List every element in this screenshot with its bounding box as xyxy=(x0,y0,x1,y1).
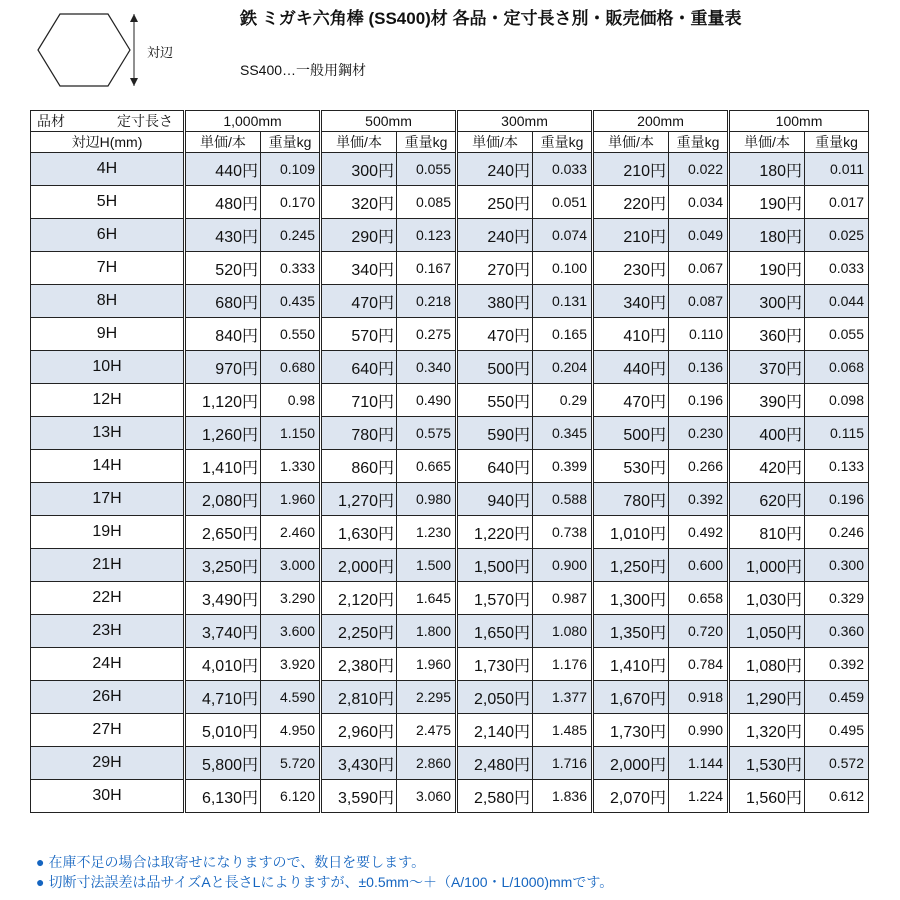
price-cell: 780円 xyxy=(321,417,397,450)
weight-cell: 0.300 xyxy=(805,549,869,582)
page-header xyxy=(0,0,900,108)
price-cell: 1,410円 xyxy=(593,648,669,681)
price-cell: 3,590円 xyxy=(321,780,397,813)
weight-cell: 3.000 xyxy=(261,549,321,582)
price-cell: 3,250円 xyxy=(185,549,261,582)
corner-material: 品材 xyxy=(37,113,65,129)
weight-cell: 0.246 xyxy=(805,516,869,549)
price-cell: 440円 xyxy=(185,153,261,186)
price-column-header: 単価/本 xyxy=(457,132,533,153)
size-cell: 12H xyxy=(31,384,185,417)
price-cell: 1,260円 xyxy=(185,417,261,450)
price-cell: 1,730円 xyxy=(457,648,533,681)
price-cell: 400円 xyxy=(729,417,805,450)
table-row xyxy=(31,384,869,417)
page-title: 鉄 ミガキ六角棒 (SS400)材 各品・定寸長さ別・販売価格・重量表 xyxy=(240,9,742,28)
page-subtitle: SS400…一般用鋼材 xyxy=(240,62,367,78)
note-item xyxy=(36,852,613,872)
weight-cell: 0.196 xyxy=(805,483,869,516)
weight-cell: 0.087 xyxy=(669,285,729,318)
price-cell: 680円 xyxy=(185,285,261,318)
size-cell: 9H xyxy=(31,318,185,351)
price-cell: 320円 xyxy=(321,186,397,219)
table-row xyxy=(31,219,869,252)
weight-cell: 1.377 xyxy=(533,681,593,714)
price-cell: 440円 xyxy=(593,351,669,384)
note-item xyxy=(36,872,613,892)
weight-cell: 0.115 xyxy=(805,417,869,450)
size-cell: 29H xyxy=(31,747,185,780)
price-cell: 290円 xyxy=(321,219,397,252)
weight-cell: 0.196 xyxy=(669,384,729,417)
price-column-header: 単価/本 xyxy=(321,132,397,153)
weight-cell: 0.435 xyxy=(261,285,321,318)
price-cell: 1,670円 xyxy=(593,681,669,714)
weight-cell: 1.645 xyxy=(397,582,457,615)
table-row xyxy=(31,747,869,780)
price-cell: 3,430円 xyxy=(321,747,397,780)
price-cell: 6,130円 xyxy=(185,780,261,813)
weight-cell: 0.495 xyxy=(805,714,869,747)
weight-cell: 0.987 xyxy=(533,582,593,615)
price-cell: 370円 xyxy=(729,351,805,384)
weight-cell: 0.266 xyxy=(669,450,729,483)
price-cell: 1,500円 xyxy=(457,549,533,582)
weight-cell: 0.918 xyxy=(669,681,729,714)
weight-cell: 0.399 xyxy=(533,450,593,483)
size-cell: 19H xyxy=(31,516,185,549)
table-body xyxy=(31,153,869,813)
price-cell: 810円 xyxy=(729,516,805,549)
price-cell: 5,800円 xyxy=(185,747,261,780)
weight-cell: 0.340 xyxy=(397,351,457,384)
price-cell: 640円 xyxy=(457,450,533,483)
price-column-header: 単価/本 xyxy=(729,132,805,153)
weight-cell: 0.131 xyxy=(533,285,593,318)
table-row xyxy=(31,450,869,483)
weight-cell: 1.500 xyxy=(397,549,457,582)
size-cell: 30H xyxy=(31,780,185,813)
weight-cell: 0.600 xyxy=(669,549,729,582)
weight-cell: 0.055 xyxy=(805,318,869,351)
size-cell: 4H xyxy=(31,153,185,186)
weight-cell: 1.080 xyxy=(533,615,593,648)
weight-cell: 0.033 xyxy=(533,153,593,186)
price-cell: 570円 xyxy=(321,318,397,351)
table-header-row-units xyxy=(31,132,869,153)
table-row xyxy=(31,153,869,186)
weight-cell: 0.123 xyxy=(397,219,457,252)
weight-cell: 0.085 xyxy=(397,186,457,219)
length-header: 100mm xyxy=(729,111,869,132)
weight-cell: 0.980 xyxy=(397,483,457,516)
price-cell: 4,010円 xyxy=(185,648,261,681)
price-cell: 2,250円 xyxy=(321,615,397,648)
length-header: 200mm xyxy=(593,111,729,132)
weight-column-header: 重量kg xyxy=(669,132,729,153)
weight-cell: 0.167 xyxy=(397,252,457,285)
weight-cell: 0.133 xyxy=(805,450,869,483)
price-cell: 1,300円 xyxy=(593,582,669,615)
weight-cell: 0.017 xyxy=(805,186,869,219)
size-cell: 17H xyxy=(31,483,185,516)
price-cell: 300円 xyxy=(321,153,397,186)
price-cell: 1,290円 xyxy=(729,681,805,714)
price-cell: 620円 xyxy=(729,483,805,516)
weight-cell: 0.459 xyxy=(805,681,869,714)
weight-cell: 0.680 xyxy=(261,351,321,384)
weight-cell: 0.784 xyxy=(669,648,729,681)
size-cell: 10H xyxy=(31,351,185,384)
weight-cell: 2.295 xyxy=(397,681,457,714)
weight-cell: 0.588 xyxy=(533,483,593,516)
price-column-header: 単価/本 xyxy=(593,132,669,153)
weight-cell: 1.230 xyxy=(397,516,457,549)
table-row xyxy=(31,549,869,582)
price-cell: 430円 xyxy=(185,219,261,252)
size-cell: 7H xyxy=(31,252,185,285)
price-cell: 240円 xyxy=(457,219,533,252)
weight-column-header: 重量kg xyxy=(397,132,457,153)
weight-cell: 4.950 xyxy=(261,714,321,747)
weight-cell: 0.022 xyxy=(669,153,729,186)
weight-cell: 0.051 xyxy=(533,186,593,219)
price-cell: 1,250円 xyxy=(593,549,669,582)
weight-cell: 6.120 xyxy=(261,780,321,813)
weight-cell: 0.275 xyxy=(397,318,457,351)
weight-cell: 0.204 xyxy=(533,351,593,384)
price-cell: 710円 xyxy=(321,384,397,417)
note-text: 在庫不足の場合は取寄せになりますので、数日を要します。 xyxy=(48,854,426,870)
size-cell: 8H xyxy=(31,285,185,318)
price-cell: 210円 xyxy=(593,219,669,252)
price-cell: 470円 xyxy=(593,384,669,417)
weight-cell: 0.329 xyxy=(805,582,869,615)
weight-cell: 0.658 xyxy=(669,582,729,615)
weight-cell: 0.720 xyxy=(669,615,729,648)
price-cell: 3,740円 xyxy=(185,615,261,648)
price-cell: 780円 xyxy=(593,483,669,516)
weight-cell: 2.460 xyxy=(261,516,321,549)
weight-cell: 0.98 xyxy=(261,384,321,417)
price-cell: 5,010円 xyxy=(185,714,261,747)
table-row xyxy=(31,483,869,516)
weight-cell: 0.098 xyxy=(805,384,869,417)
price-cell: 500円 xyxy=(457,351,533,384)
price-cell: 1,050円 xyxy=(729,615,805,648)
price-cell: 1,730円 xyxy=(593,714,669,747)
price-cell: 840円 xyxy=(185,318,261,351)
weight-cell: 0.230 xyxy=(669,417,729,450)
price-cell: 410円 xyxy=(593,318,669,351)
weight-cell: 0.392 xyxy=(669,483,729,516)
table-row xyxy=(31,780,869,813)
size-cell: 23H xyxy=(31,615,185,648)
weight-cell: 0.665 xyxy=(397,450,457,483)
weight-cell: 1.960 xyxy=(397,648,457,681)
table-row xyxy=(31,252,869,285)
weight-cell: 0.109 xyxy=(261,153,321,186)
table-row xyxy=(31,615,869,648)
weight-cell: 5.720 xyxy=(261,747,321,780)
price-cell: 240円 xyxy=(457,153,533,186)
price-cell: 2,050円 xyxy=(457,681,533,714)
price-cell: 940円 xyxy=(457,483,533,516)
price-cell: 1,220円 xyxy=(457,516,533,549)
table-row xyxy=(31,417,869,450)
price-cell: 2,960円 xyxy=(321,714,397,747)
weight-cell: 0.492 xyxy=(669,516,729,549)
hexagon-diagram-icon xyxy=(30,6,200,98)
weight-cell: 0.055 xyxy=(397,153,457,186)
side-label: 対辺 xyxy=(147,45,174,60)
weight-cell: 1.960 xyxy=(261,483,321,516)
table-row xyxy=(31,582,869,615)
size-cell: 14H xyxy=(31,450,185,483)
weight-cell: 0.333 xyxy=(261,252,321,285)
weight-cell: 0.360 xyxy=(805,615,869,648)
price-cell: 2,070円 xyxy=(593,780,669,813)
price-cell: 480円 xyxy=(185,186,261,219)
weight-cell: 0.218 xyxy=(397,285,457,318)
price-cell: 860円 xyxy=(321,450,397,483)
price-cell: 2,080円 xyxy=(185,483,261,516)
weight-cell: 1.716 xyxy=(533,747,593,780)
price-cell: 220円 xyxy=(593,186,669,219)
price-cell: 2,650円 xyxy=(185,516,261,549)
size-cell: 26H xyxy=(31,681,185,714)
price-cell: 1,080円 xyxy=(729,648,805,681)
price-cell: 1,410円 xyxy=(185,450,261,483)
corner-length: 定寸長さ xyxy=(117,113,173,129)
weight-cell: 2.860 xyxy=(397,747,457,780)
length-header: 1,000mm xyxy=(185,111,321,132)
price-cell: 470円 xyxy=(321,285,397,318)
price-cell: 1,010円 xyxy=(593,516,669,549)
table-row xyxy=(31,681,869,714)
weight-cell: 0.068 xyxy=(805,351,869,384)
weight-column-header: 重量kg xyxy=(261,132,321,153)
price-cell: 2,000円 xyxy=(593,747,669,780)
weight-cell: 0.034 xyxy=(669,186,729,219)
weight-cell: 0.136 xyxy=(669,351,729,384)
price-cell: 190円 xyxy=(729,252,805,285)
size-cell: 24H xyxy=(31,648,185,681)
price-cell: 1,270円 xyxy=(321,483,397,516)
weight-cell: 0.392 xyxy=(805,648,869,681)
price-cell: 180円 xyxy=(729,219,805,252)
weight-column-header: 重量kg xyxy=(805,132,869,153)
price-cell: 360円 xyxy=(729,318,805,351)
table-header-row-lengths xyxy=(31,111,869,132)
bullet-icon: ● xyxy=(36,874,45,890)
price-column-header: 単価/本 xyxy=(185,132,261,153)
price-cell: 530円 xyxy=(593,450,669,483)
size-cell: 13H xyxy=(31,417,185,450)
weight-cell: 1.150 xyxy=(261,417,321,450)
length-header: 500mm xyxy=(321,111,457,132)
price-cell: 190円 xyxy=(729,186,805,219)
length-header: 300mm xyxy=(457,111,593,132)
price-cell: 380円 xyxy=(457,285,533,318)
price-cell: 2,480円 xyxy=(457,747,533,780)
weight-cell: 1.800 xyxy=(397,615,457,648)
price-cell: 270円 xyxy=(457,252,533,285)
weight-cell: 3.060 xyxy=(397,780,457,813)
price-cell: 4,710円 xyxy=(185,681,261,714)
weight-cell: 0.049 xyxy=(669,219,729,252)
price-cell: 3,490円 xyxy=(185,582,261,615)
price-cell: 2,120円 xyxy=(321,582,397,615)
price-cell: 1,630円 xyxy=(321,516,397,549)
table-row xyxy=(31,285,869,318)
price-cell: 340円 xyxy=(321,252,397,285)
weight-cell: 0.011 xyxy=(805,153,869,186)
size-cell: 21H xyxy=(31,549,185,582)
weight-cell: 0.575 xyxy=(397,417,457,450)
weight-cell: 1.485 xyxy=(533,714,593,747)
weight-cell: 0.044 xyxy=(805,285,869,318)
table-row xyxy=(31,648,869,681)
weight-cell: 3.600 xyxy=(261,615,321,648)
weight-cell: 0.165 xyxy=(533,318,593,351)
price-cell: 210円 xyxy=(593,153,669,186)
price-cell: 230円 xyxy=(593,252,669,285)
weight-cell: 0.900 xyxy=(533,549,593,582)
corner-header xyxy=(31,111,185,132)
price-cell: 1,000円 xyxy=(729,549,805,582)
weight-cell: 0.245 xyxy=(261,219,321,252)
weight-cell: 0.100 xyxy=(533,252,593,285)
price-cell: 2,000円 xyxy=(321,549,397,582)
price-cell: 2,810円 xyxy=(321,681,397,714)
price-cell: 420円 xyxy=(729,450,805,483)
weight-cell: 0.738 xyxy=(533,516,593,549)
weight-cell: 3.290 xyxy=(261,582,321,615)
price-cell: 250円 xyxy=(457,186,533,219)
size-cell: 22H xyxy=(31,582,185,615)
price-cell: 1,320円 xyxy=(729,714,805,747)
price-cell: 180円 xyxy=(729,153,805,186)
price-cell: 550円 xyxy=(457,384,533,417)
weight-cell: 0.490 xyxy=(397,384,457,417)
price-cell: 1,530円 xyxy=(729,747,805,780)
price-cell: 2,140円 xyxy=(457,714,533,747)
note-text: 切断寸法誤差は品サイズAと長さLによりますが、±0.5mm～＋（A/100・L/1000)mmです。 xyxy=(48,874,614,890)
price-weight-table xyxy=(30,110,869,813)
price-cell: 300円 xyxy=(729,285,805,318)
size-cell: 6H xyxy=(31,219,185,252)
weight-cell: 1.224 xyxy=(669,780,729,813)
weight-cell: 0.025 xyxy=(805,219,869,252)
table-row xyxy=(31,186,869,219)
notes xyxy=(36,852,613,892)
table-row xyxy=(31,318,869,351)
price-cell: 590円 xyxy=(457,417,533,450)
size-column-header: 対辺H(mm) xyxy=(31,132,185,153)
weight-cell: 0.170 xyxy=(261,186,321,219)
weight-cell: 1.836 xyxy=(533,780,593,813)
size-cell: 5H xyxy=(31,186,185,219)
table-row xyxy=(31,714,869,747)
bullet-icon: ● xyxy=(36,854,45,870)
price-cell: 520円 xyxy=(185,252,261,285)
weight-cell: 0.345 xyxy=(533,417,593,450)
price-cell: 340円 xyxy=(593,285,669,318)
size-cell: 27H xyxy=(31,714,185,747)
weight-column-header: 重量kg xyxy=(533,132,593,153)
weight-cell: 1.144 xyxy=(669,747,729,780)
price-cell: 1,350円 xyxy=(593,615,669,648)
price-cell: 640円 xyxy=(321,351,397,384)
price-cell: 470円 xyxy=(457,318,533,351)
weight-cell: 0.29 xyxy=(533,384,593,417)
price-cell: 970円 xyxy=(185,351,261,384)
weight-cell: 0.067 xyxy=(669,252,729,285)
weight-cell: 4.590 xyxy=(261,681,321,714)
weight-cell: 0.612 xyxy=(805,780,869,813)
price-cell: 1,570円 xyxy=(457,582,533,615)
price-cell: 1,120円 xyxy=(185,384,261,417)
weight-cell: 2.475 xyxy=(397,714,457,747)
price-cell: 2,380円 xyxy=(321,648,397,681)
table-row xyxy=(31,351,869,384)
weight-cell: 1.176 xyxy=(533,648,593,681)
weight-cell: 0.572 xyxy=(805,747,869,780)
price-cell: 500円 xyxy=(593,417,669,450)
price-cell: 1,560円 xyxy=(729,780,805,813)
weight-cell: 0.074 xyxy=(533,219,593,252)
weight-cell: 0.990 xyxy=(669,714,729,747)
weight-cell: 0.550 xyxy=(261,318,321,351)
price-cell: 390円 xyxy=(729,384,805,417)
weight-cell: 1.330 xyxy=(261,450,321,483)
price-cell: 1,030円 xyxy=(729,582,805,615)
price-cell: 1,650円 xyxy=(457,615,533,648)
price-cell: 2,580円 xyxy=(457,780,533,813)
table-row xyxy=(31,516,869,549)
weight-cell: 3.920 xyxy=(261,648,321,681)
weight-cell: 0.110 xyxy=(669,318,729,351)
weight-cell: 0.033 xyxy=(805,252,869,285)
